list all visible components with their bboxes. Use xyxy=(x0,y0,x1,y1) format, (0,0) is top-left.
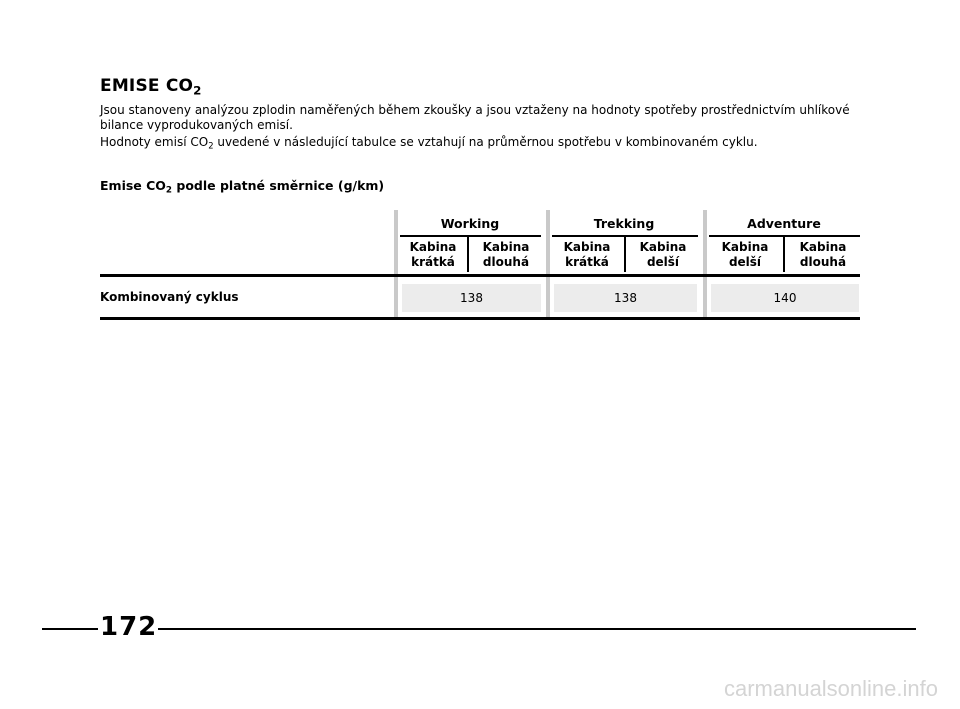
row-label: Kombinovaný cyklus xyxy=(100,290,239,304)
column-divider xyxy=(394,210,398,320)
subheader-trekking-kratka: Kabina krátká xyxy=(563,240,611,269)
value-cell-adventure: 140 xyxy=(711,284,859,312)
subheader-working-kratka: Kabina krátká xyxy=(409,240,457,269)
paragraph-values: Hodnoty emisí $CO_2$ uvedené v následující tabulce se vztahují na průměrnou spotřebu v kombinovaném cyklu. xyxy=(100,135,758,151)
table-rule xyxy=(100,274,860,277)
subheader-adventure-delsi: Kabina delší xyxy=(721,240,769,269)
subheader-trekking-delsi: Kabina delší xyxy=(639,240,687,269)
subcolumn-divider xyxy=(624,236,626,272)
value-cell-trekking: 138 xyxy=(554,284,697,312)
section-title: EMISE $CO_2$ xyxy=(100,76,202,98)
footer-rule xyxy=(158,628,916,630)
value-cell-working: 138 xyxy=(402,284,541,312)
table-rule xyxy=(100,317,860,320)
subcolumn-divider xyxy=(467,236,469,272)
page-number: 172 xyxy=(100,612,158,642)
subcolumn-divider xyxy=(783,236,785,272)
watermark: carmanualsonline.info xyxy=(723,676,938,701)
subheader-working-dlouha: Kabina dlouhá xyxy=(482,240,530,269)
group-header-trekking: Trekking xyxy=(593,216,655,231)
group-underline xyxy=(400,235,541,237)
group-header-working: Working xyxy=(440,216,500,231)
column-divider xyxy=(546,210,550,320)
group-header-adventure: Adventure xyxy=(747,216,821,231)
subheader-adventure-dlouha: Kabina dlouhá xyxy=(799,240,847,269)
paragraph-intro: Jsou stanoveny analýzou zplodin naměřených během zkoušky a jsou vztaženy na hodnoty spotřeby prostřednictvím uhlíkové bilance vyprodukovaných emisí. xyxy=(100,103,850,132)
table-title: Emise $CO_2$ podle platné směrnice (g/km) xyxy=(100,178,385,196)
column-divider xyxy=(703,210,707,320)
group-underline xyxy=(709,235,860,237)
footer-rule xyxy=(42,628,98,630)
